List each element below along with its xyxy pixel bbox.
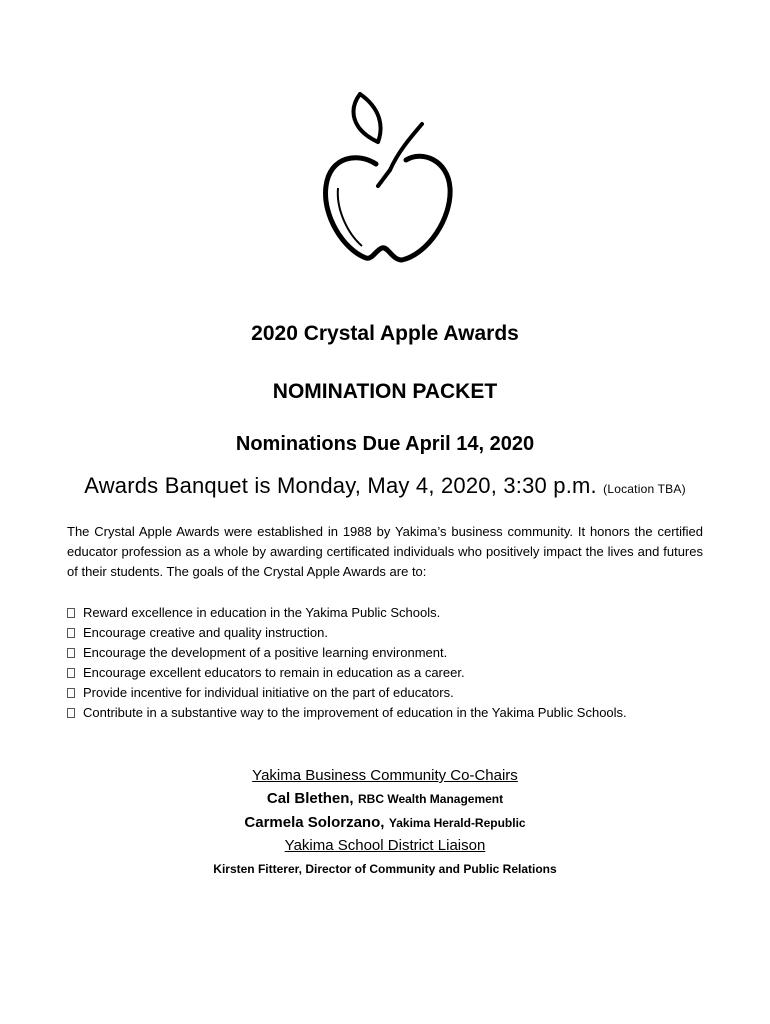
list-item xyxy=(67,683,707,703)
goal-text: Encourage the development of a positive learning environment. xyxy=(83,645,448,660)
cochair-name: Cal Blethen, xyxy=(266,790,354,807)
bullet-icon xyxy=(67,628,75,638)
apple-icon xyxy=(318,90,458,266)
liaison-title: Director of Community and Public Relations xyxy=(305,862,557,876)
cochairs-heading: Yakima Business Community Co-Chairs xyxy=(252,767,518,784)
list-item xyxy=(67,623,707,643)
goal-text: Encourage creative and quality instruction. xyxy=(83,625,328,640)
nominations-due: Nominations Due April 14, 2020 xyxy=(235,433,535,455)
page-subtitle: NOMINATION PACKET xyxy=(272,380,498,403)
bullet-icon xyxy=(67,688,75,698)
list-item xyxy=(67,643,707,663)
goals-list xyxy=(67,603,707,723)
goal-text: Provide incentive for individual initiative on the part of educators. xyxy=(83,685,454,700)
goal-text: Encourage excellent educators to remain in education as a career. xyxy=(83,665,465,680)
list-item xyxy=(67,603,707,623)
page-title: 2020 Crystal Apple Awards xyxy=(251,322,519,345)
banquet-text: Awards Banquet is Monday, May 4, 2020, 3:30 p.m. xyxy=(84,473,597,498)
banquet-info xyxy=(0,473,770,499)
bullet-icon xyxy=(67,708,75,718)
goal-text: Reward excellence in education in the Yakima Public Schools. xyxy=(83,605,441,620)
liaison-heading: Yakima School District Liaison xyxy=(284,837,486,854)
cochair-name: Carmela Solorzano, xyxy=(244,814,385,831)
bullet-icon xyxy=(67,668,75,678)
cochair-2 xyxy=(0,811,770,835)
intro-paragraph: The Crystal Apple Awards were established in 1988 by Yakima’s business community. It honors the certified educator profession as a whole by awarding certificated individuals who positively impact the lives and futures of their students. The goals of the Crystal Apple Awards are to: xyxy=(67,524,703,579)
banquet-location: (Location TBA) xyxy=(603,482,686,496)
goal-text: Contribute in a substantive way to the improvement of education in the Yakima Public Schools. xyxy=(83,705,627,720)
liaison-name: Kirsten Fitterer, xyxy=(213,862,302,876)
bullet-icon xyxy=(67,648,75,658)
cochair-org: Yakima Herald-Republic xyxy=(388,816,526,830)
cochair-org: RBC Wealth Management xyxy=(358,792,504,806)
list-item xyxy=(67,663,707,683)
liaison-info xyxy=(0,857,770,881)
cochair-1 xyxy=(0,787,770,811)
list-item xyxy=(67,703,707,723)
bullet-icon xyxy=(67,608,75,618)
contacts-section xyxy=(0,765,770,881)
